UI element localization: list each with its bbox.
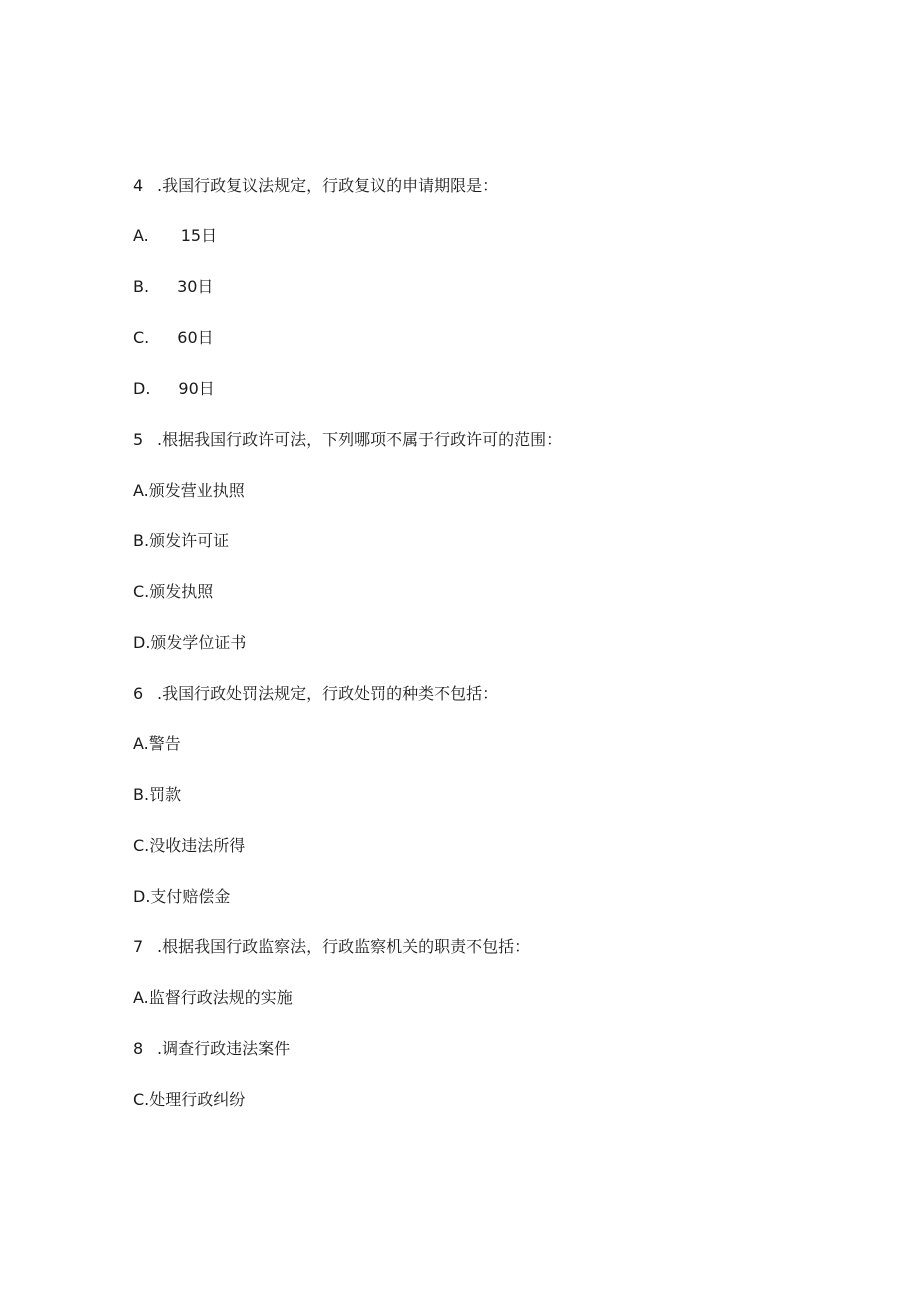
option-text: C.颁发执照	[133, 582, 214, 601]
question-4-option-a	[133, 224, 217, 248]
question-5-option-c	[133, 580, 213, 604]
question-6-option-d	[133, 885, 230, 909]
question-5-option-d	[133, 631, 246, 655]
option-text: 30日	[177, 277, 214, 296]
question-text: .我国行政复议法规定，行政复议的申请期限是：	[157, 176, 499, 195]
question-number: 6	[133, 684, 144, 703]
question-7-option-a	[133, 986, 293, 1010]
question-number: 8	[133, 1039, 144, 1058]
question-text: .调查行政违法案件	[157, 1039, 291, 1058]
question-8-stem	[133, 1037, 290, 1061]
option-text: 15日	[180, 226, 218, 245]
question-4-option-d	[133, 377, 215, 401]
question-5-option-b	[133, 529, 229, 553]
option-text: D.颁发学位证书	[133, 633, 247, 652]
question-5-option-a	[133, 479, 245, 503]
question-6-option-b	[133, 783, 181, 807]
question-text: .我国行政处罚法规定，行政处罚的种类不包括：	[157, 684, 499, 703]
question-4-stem	[133, 174, 498, 198]
question-text: .根据我国行政监察法，行政监察机关的职责不包括：	[157, 937, 531, 956]
question-7-stem	[133, 935, 530, 959]
question-text: .根据我国行政许可法，下列哪项不属于行政许可的范围：	[157, 430, 563, 449]
option-text: D.支付赔偿金	[133, 887, 231, 906]
question-6-option-c	[133, 834, 245, 858]
option-text: A.颁发营业执照	[133, 481, 245, 500]
option-letter: B.	[133, 277, 150, 296]
option-text: B.罚款	[133, 785, 182, 804]
option-text: C.没收违法所得	[133, 836, 246, 855]
question-8-option-c	[133, 1088, 245, 1112]
option-text: 60日	[177, 328, 214, 347]
option-text: A.警告	[133, 734, 181, 753]
option-letter: D.	[133, 379, 151, 398]
question-5-stem	[133, 428, 562, 452]
option-text: A.监督行政法规的实施	[133, 988, 293, 1007]
question-4-option-c	[133, 326, 214, 350]
question-6-stem	[133, 682, 498, 706]
option-text: 90日	[178, 379, 215, 398]
question-6-option-a	[133, 732, 181, 756]
question-4-option-b	[133, 275, 213, 299]
option-letter: C.	[133, 328, 150, 347]
option-text: C.处理行政纠纷	[133, 1090, 246, 1109]
question-number: 4	[133, 176, 144, 195]
option-text: B.颁发许可证	[133, 531, 230, 550]
question-number: 5	[133, 430, 144, 449]
option-letter: A.	[133, 226, 149, 245]
question-number: 7	[133, 937, 144, 956]
